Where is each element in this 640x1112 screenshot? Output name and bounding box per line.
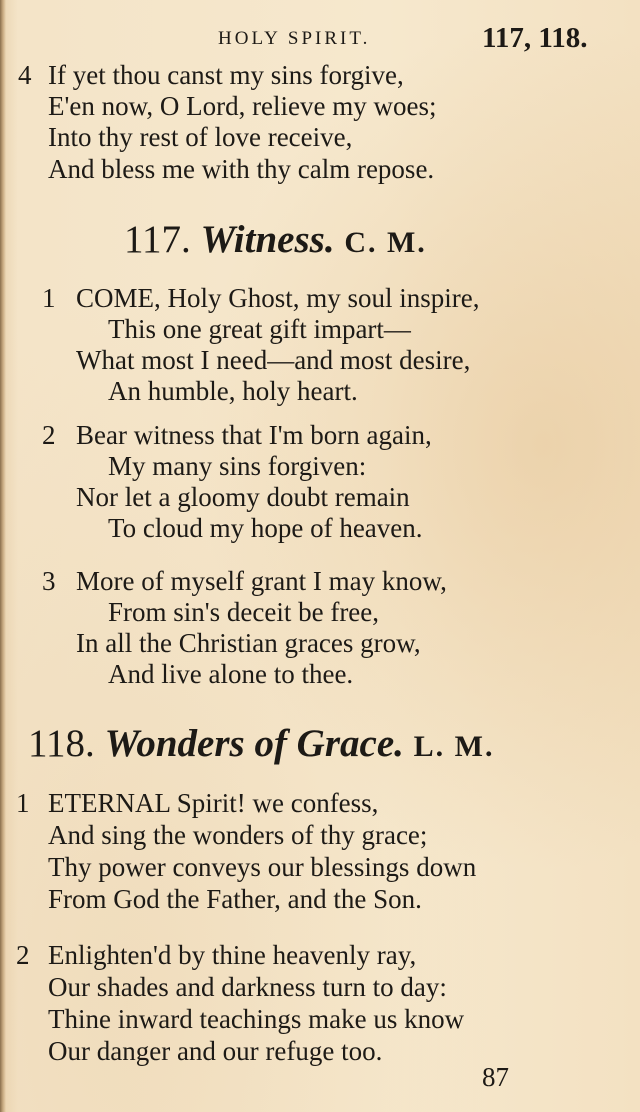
verse-line: Bear witness that I'm born again,	[76, 420, 432, 450]
verse-line: COME, Holy Ghost, my soul inspire,	[76, 283, 480, 313]
stanza-number: 3	[42, 566, 56, 596]
hymn-title: Witness.	[200, 218, 335, 261]
verse-line: Into thy rest of love receive,	[48, 122, 353, 152]
verse-line: ETERNAL Spirit! we confess,	[48, 788, 379, 818]
hymn-meter: C. M.	[344, 226, 427, 259]
verse-line: E'en now, O Lord, relieve my woes;	[48, 91, 437, 121]
page-header	[0, 22, 640, 56]
verse-line: Nor let a gloomy doubt remain	[76, 482, 410, 512]
verse-line: Thy power conveys our blessings down	[48, 852, 477, 882]
verse-line: In all the Christian graces grow,	[76, 628, 421, 658]
page-number: 87	[482, 1062, 509, 1092]
verse-line: Enlighten'd by thine heavenly ray,	[48, 940, 417, 970]
verse-line: And sing the wonders of thy grace;	[48, 820, 428, 850]
hymn-number: 117.	[124, 218, 191, 261]
hymn-range: 117, 118.	[482, 22, 588, 54]
verse-line: From sin's deceit be free,	[108, 597, 380, 627]
hymn-number: 118.	[28, 722, 95, 765]
running-title: HOLY SPIRIT.	[218, 28, 371, 49]
verse-line: This one great gift impart—	[108, 314, 411, 344]
verse-line: Thine inward teachings make us know	[48, 1004, 465, 1034]
stanza-number: 2	[16, 940, 30, 970]
verse-line: From God the Father, and the Son.	[48, 884, 422, 914]
verse-line: Our danger and our refuge too.	[48, 1036, 383, 1066]
verse-line: More of myself grant I may know,	[76, 566, 447, 596]
verse-line: If yet thou canst my sins forgive,	[48, 60, 404, 90]
stanza-number: 1	[42, 283, 56, 313]
stanza-number: 1	[16, 788, 30, 818]
stanza-number: 2	[42, 420, 56, 450]
verse-line: What most I need—and most desire,	[76, 345, 471, 375]
verse-line: And bless me with thy calm repose.	[48, 154, 435, 184]
verse-line: My many sins forgiven:	[108, 451, 367, 481]
verse-line: And live alone to thee.	[108, 659, 354, 689]
hymn-heading	[28, 722, 494, 769]
page-gutter	[0, 0, 6, 1112]
verse-line: To cloud my hope of heaven.	[108, 513, 423, 543]
verse-line: An humble, holy heart.	[108, 376, 358, 406]
stanza-number: 4	[18, 60, 32, 90]
hymn-meter: L. M.	[413, 730, 495, 763]
hymn-title: Wonders of Grace.	[104, 722, 404, 765]
hymn-heading	[124, 218, 427, 265]
verse-line: Our shades and darkness turn to day:	[48, 972, 447, 1002]
